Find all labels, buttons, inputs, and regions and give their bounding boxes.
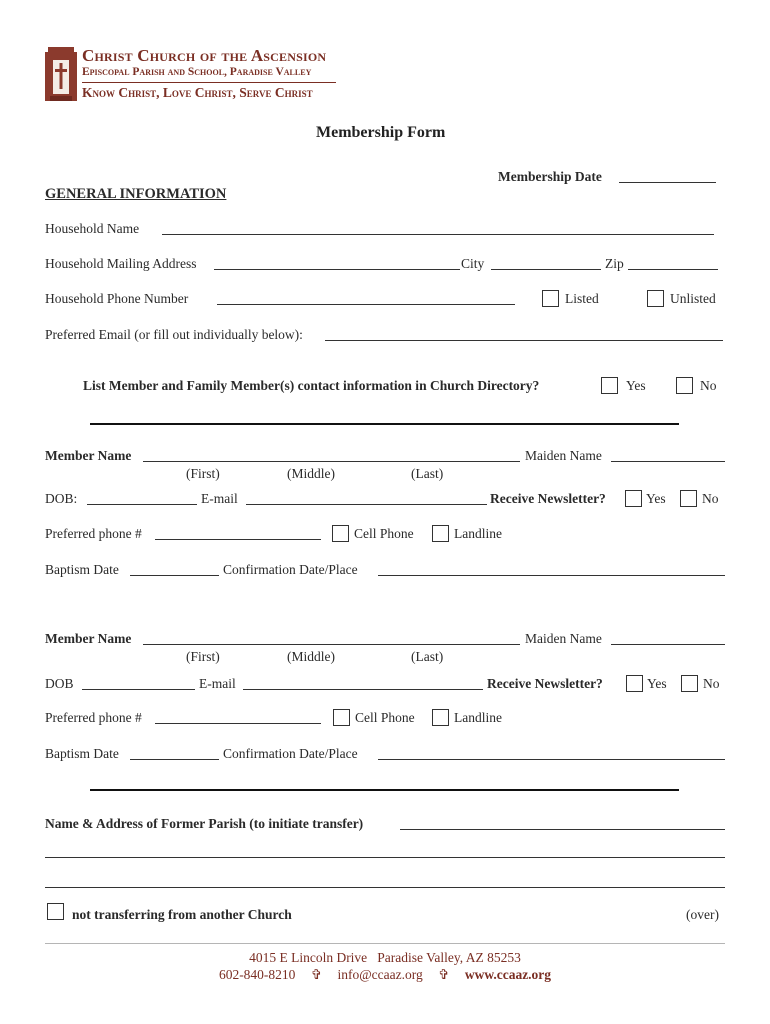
listed-label: Listed [565, 291, 599, 306]
org-name: Christ Church of the Ascension [82, 46, 327, 65]
footer-divider [45, 943, 725, 944]
middle-name-caption: (Middle) [287, 649, 335, 664]
baptism-date-field[interactable] [130, 759, 219, 760]
confirmation-field[interactable] [378, 759, 725, 760]
listed-checkbox[interactable] [542, 290, 559, 307]
section-divider [90, 789, 679, 791]
middle-name-caption: (Middle) [287, 466, 335, 481]
not-transferring-label: not transferring from another Church [72, 907, 292, 922]
org-subtitle: Episcopal Parish and School, Paradise Valley [82, 66, 312, 78]
baptism-date-label: Baptism Date [45, 746, 119, 761]
city-label: City [461, 256, 485, 271]
landline-checkbox[interactable] [432, 709, 449, 726]
footer-website[interactable]: www.ccaaz.org [464, 967, 552, 982]
preferred-email-field[interactable] [325, 340, 723, 341]
landline-checkbox[interactable] [432, 525, 449, 542]
member-email-field[interactable] [243, 689, 483, 690]
cross-icon: ✞ [310, 967, 323, 982]
footer-phone: 602-840-8210 [218, 967, 296, 982]
member-email-label: E-mail [201, 491, 238, 506]
landline-label: Landline [454, 710, 502, 725]
zip-label: Zip [605, 256, 624, 271]
household-phone-field[interactable] [217, 304, 515, 305]
newsletter-yes-label: Yes [647, 676, 667, 691]
first-name-caption: (First) [186, 466, 220, 481]
cell-phone-checkbox[interactable] [332, 525, 349, 542]
dob-field[interactable] [87, 504, 197, 505]
newsletter-no-checkbox[interactable] [680, 490, 697, 507]
maiden-name-label: Maiden Name [525, 448, 602, 463]
preferred-email-label: Preferred Email (or fill out individually below): [45, 327, 303, 342]
newsletter-label: Receive Newsletter? [490, 491, 606, 506]
member-name-label: Member Name [45, 631, 132, 646]
footer-email[interactable]: info@ccaaz.org [337, 967, 423, 982]
unlisted-label: Unlisted [670, 291, 716, 306]
former-parish-line-2[interactable] [45, 857, 725, 858]
church-building-icon [44, 46, 78, 102]
footer-address: 4015 E Lincoln Drive Paradise Valley, AZ 85253 [249, 950, 521, 965]
newsletter-label: Receive Newsletter? [487, 676, 603, 691]
member-name-field[interactable] [143, 644, 520, 645]
directory-no-checkbox[interactable] [676, 377, 693, 394]
maiden-name-field[interactable] [611, 461, 725, 462]
church-logo [44, 46, 78, 102]
form-title: Membership Form [316, 124, 446, 141]
landline-label: Landline [454, 526, 502, 541]
preferred-phone-label: Preferred phone # [45, 710, 142, 725]
directory-question: List Member and Family Member(s) contact information in Church Directory? [83, 378, 540, 393]
maiden-name-field[interactable] [611, 644, 725, 645]
baptism-date-label: Baptism Date [45, 562, 119, 577]
membership-date-label: Membership Date [498, 169, 602, 184]
household-phone-label: Household Phone Number [45, 291, 189, 306]
unlisted-checkbox[interactable] [647, 290, 664, 307]
last-name-caption: (Last) [411, 649, 444, 664]
section-divider [90, 423, 679, 425]
membership-date-field[interactable] [619, 182, 716, 183]
confirmation-label: Confirmation Date/Place [223, 562, 358, 577]
preferred-phone-field[interactable] [155, 539, 321, 540]
baptism-date-field[interactable] [130, 575, 219, 576]
member-name-field[interactable] [143, 461, 520, 462]
footer-contact [0, 967, 770, 983]
newsletter-no-label: No [702, 491, 719, 506]
not-transferring-checkbox[interactable] [47, 903, 64, 920]
confirmation-field[interactable] [378, 575, 725, 576]
newsletter-yes-checkbox[interactable] [625, 490, 642, 507]
former-parish-label: Name & Address of Former Parish (to initiate transfer) [45, 816, 364, 831]
dob-field[interactable] [82, 689, 195, 690]
household-name-field[interactable] [162, 234, 714, 235]
mailing-address-label: Household Mailing Address [45, 256, 197, 271]
logo-divider [82, 82, 336, 83]
cell-phone-checkbox[interactable] [333, 709, 350, 726]
org-tagline: Know Christ, Love Christ, Serve Christ [82, 85, 313, 100]
maiden-name-label: Maiden Name [525, 631, 602, 646]
mailing-address-field[interactable] [214, 269, 460, 270]
dob-label: DOB: [45, 491, 78, 506]
cell-phone-label: Cell Phone [354, 526, 414, 541]
preferred-phone-field[interactable] [155, 723, 321, 724]
first-name-caption: (First) [186, 649, 220, 664]
cell-phone-label: Cell Phone [355, 710, 415, 725]
directory-yes-checkbox[interactable] [601, 377, 618, 394]
former-parish-field[interactable] [400, 829, 725, 830]
member-email-label: E-mail [199, 676, 236, 691]
over-label: (over) [686, 907, 719, 922]
member-name-label: Member Name [45, 448, 132, 463]
zip-field[interactable] [628, 269, 718, 270]
confirmation-label: Confirmation Date/Place [223, 746, 358, 761]
cross-icon: ✞ [438, 967, 450, 982]
newsletter-no-checkbox[interactable] [681, 675, 698, 692]
member-email-field[interactable] [246, 504, 487, 505]
directory-no-label: No [700, 378, 717, 393]
last-name-caption: (Last) [411, 466, 444, 481]
preferred-phone-label: Preferred phone # [45, 526, 142, 541]
directory-yes-label: Yes [626, 378, 646, 393]
newsletter-no-label: No [703, 676, 720, 691]
newsletter-yes-label: Yes [646, 491, 666, 506]
general-information-heading: GENERAL INFORMATION [45, 186, 227, 202]
newsletter-yes-checkbox[interactable] [626, 675, 643, 692]
household-name-label: Household Name [45, 221, 140, 236]
city-field[interactable] [491, 269, 601, 270]
former-parish-line-3[interactable] [45, 887, 725, 888]
dob-label: DOB [45, 676, 74, 691]
